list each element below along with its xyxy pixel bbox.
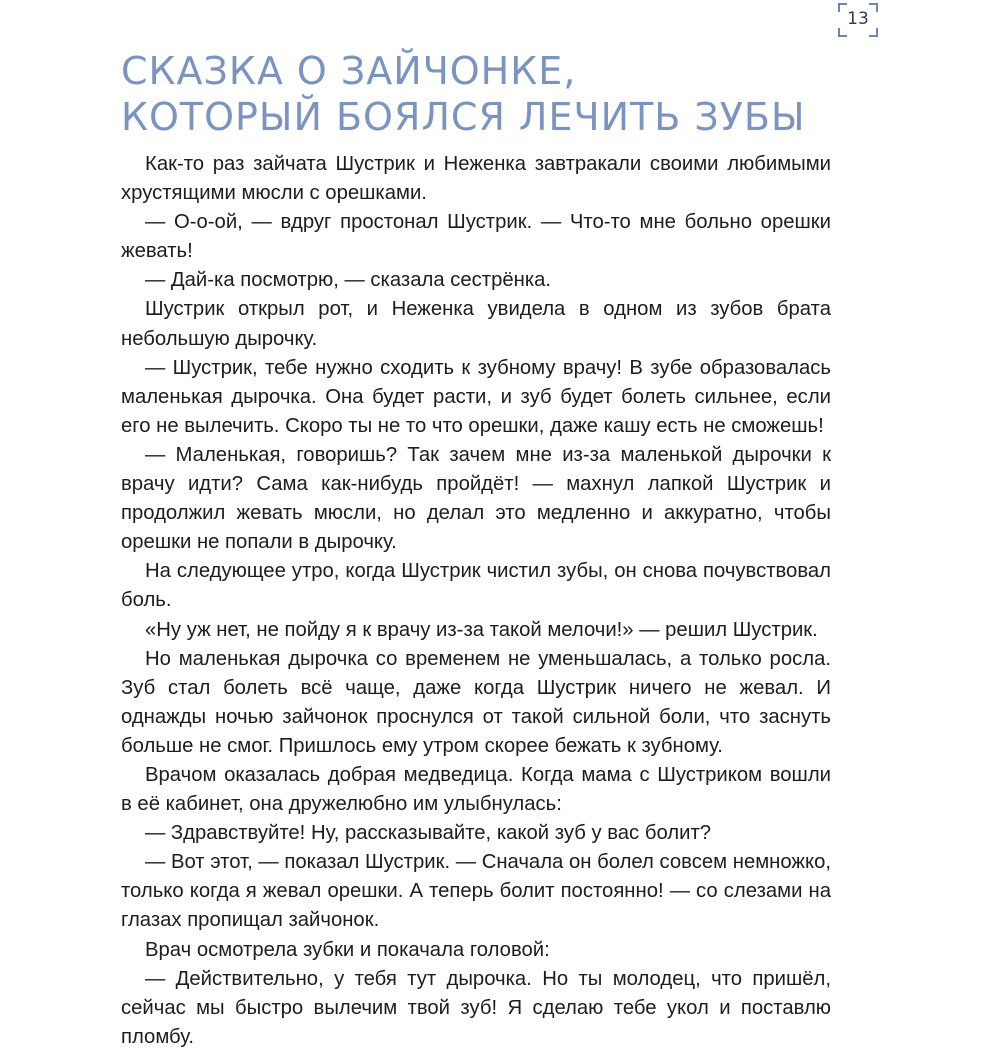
paragraph: На следующее утро, когда Шустрик чистил зубы, он снова почувствовал боль. bbox=[121, 560, 831, 612]
story-title-line-2: КОТОРЫЙ БОЯЛСЯ ЛЕЧИТЬ ЗУБЫ bbox=[121, 95, 806, 139]
page-number: 13 bbox=[847, 9, 869, 29]
story-title-line-1: СКАЗКА О ЗАЙЧОНКЕ, bbox=[121, 49, 577, 93]
paragraph: — Действительно, у тебя тут дырочка. Но ты молодец, что пришёл, сейчас мы быстро вылечим твой зуб! Я сделаю тебе укол и поставлю пломбу. bbox=[121, 967, 831, 1048]
page-number-frame bbox=[838, 3, 878, 37]
paragraph: — Шустрик, тебе нужно сходить к зубному врачу! В зубе образовалась маленькая дырочка. Она будет расти, и зуб будет болеть сильнее, если его не вылечить. Скоро ты не то что орешки, даже кашу есть не сможешь! bbox=[121, 356, 831, 437]
paragraph: Врач осмотрела зубки и покачала головой: bbox=[145, 938, 550, 961]
paragraph: Врачом оказалась добрая медведица. Когда мама с Шустриком вошли в её кабинет, она дружелюбно им улыбнулась: bbox=[121, 763, 831, 816]
paragraph: — Вот этот, — показал Шустрик. — Сначала он болел совсем немножко, только когда я жевал орешки. А теперь болит постоянно! — со слезами на глазах пропищал зайчонок. bbox=[121, 851, 831, 932]
paragraph: — Здравствуйте! Ну, рассказывайте, какой зуб у вас болит? bbox=[145, 822, 712, 845]
story-title bbox=[121, 48, 805, 140]
paragraph: — Дай-ка посмотрю, — сказала сестрёнка. bbox=[145, 269, 552, 292]
paragraph: «Ну уж нет, не пойду я к врачу из-за такой мелочи!» — решил Шустрик. bbox=[145, 618, 818, 641]
paragraph: Но маленькая дырочка со временем не уменьшалась, а только росла. Зуб стал болеть всё чаще, даже когда Шустрик ничего не жевал. И однажды ночью зайчонок проснулся от такой сильной боли, что заснуть больше не смог. Пришлось ему утром скорее бежать к зубному. bbox=[121, 647, 831, 757]
paragraph: — О-о-ой, — вдруг простонал Шустрик. — Что-то мне больно орешки жевать! bbox=[121, 211, 831, 263]
paragraph: Как-то раз зайчата Шустрик и Неженка завтракали своими любимыми хрустящими мюсли с орешками. bbox=[121, 153, 831, 205]
paragraph: — Маленькая, говоришь? Так зачем мне из-за маленькой дырочки к врачу идти? Сама как-нибудь пройдёт! — махнул лапкой Шустрик и продолжил жевать мюсли, но делал это медленно и аккуратно, чтобы орешки не попали в дырочку. bbox=[121, 443, 831, 554]
story-body bbox=[121, 150, 831, 1052]
paragraph: Шустрик открыл рот, и Неженка увидела в одном из зубов брата небольшую дырочку. bbox=[121, 298, 831, 350]
